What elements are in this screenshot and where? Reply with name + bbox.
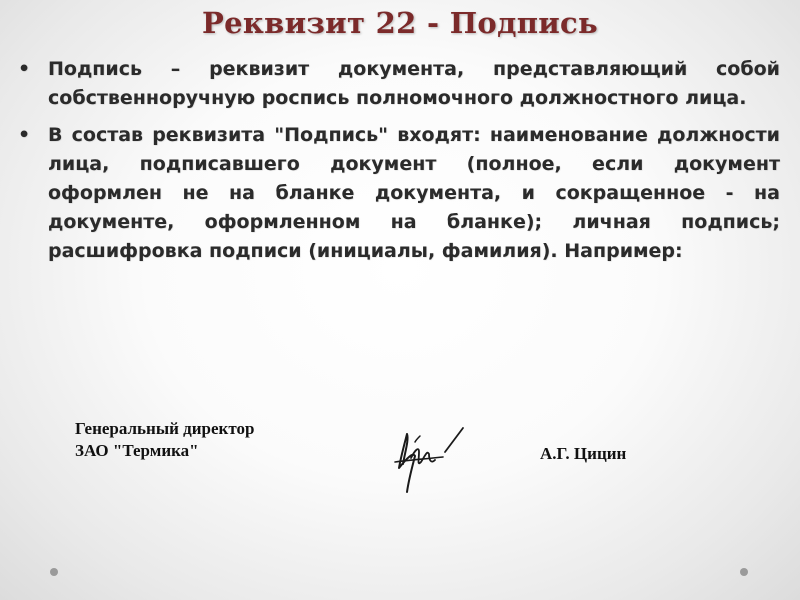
bullet-text: В состав реквизита "Подпись" входят: наименование должности лица, подписавшего документ (полное, если документ оформлен не на бланке документа, и сокращенное - на документе, оформленном на бланке); личная подпись; расшифровка подписи (инициалы, фамилия). Например: [48, 124, 780, 262]
bullet-item [18, 121, 780, 266]
bullet-text: Подпись – реквизит документа, представляющий собой собственноручную роспись полномочного должностного лица. [48, 58, 780, 109]
bullet-list [18, 55, 780, 274]
decorative-dot [50, 568, 58, 576]
position-title: Генеральный директор [75, 419, 255, 438]
bullet-marker: • [18, 58, 31, 80]
handwritten-signature [385, 412, 475, 502]
organization-name: ЗАО "Термика" [75, 441, 199, 460]
slide-title: Реквизит 22 - Подпись [202, 6, 598, 40]
bullet-marker: • [18, 124, 31, 146]
decorative-dot [740, 568, 748, 576]
bullet-item [18, 55, 780, 113]
signatory-position [75, 418, 254, 462]
signature-decoding: А.Г. Цицин [540, 444, 627, 463]
